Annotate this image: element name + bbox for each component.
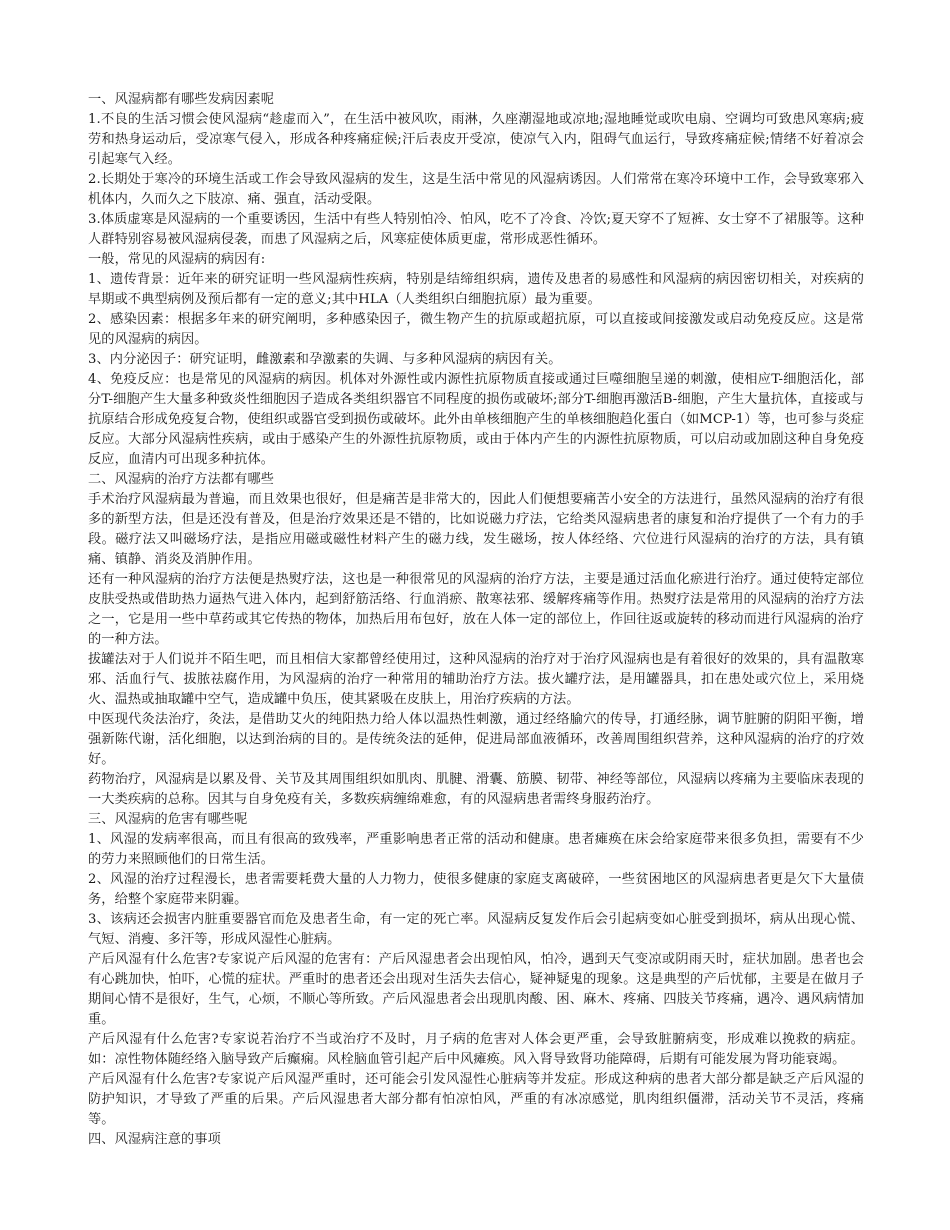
section-2-heading: 二、风湿病的治疗方法都有哪些 (88, 472, 275, 487)
section-3-paragraph: 产后风湿有什么危害?专家说产后风湿的危害有：产后风湿患者会出现怕风，怕冷，遇到天气变凉或阴雨天时，症状加剧。患者也会有心跳加快，怕吓，心慌的症状。严重时的患者还会出现对生活失去信心，疑神疑鬼的现象。这是典型的产后忧郁，主要是在做月子期间心情不是很好，生气，心烦，不顺心等所致。产后风湿患者会出现肌肉酸、困、麻木、疼痛、四肢关节疼痛，遇冷、遇风病情加重。 (88, 952, 864, 1027)
section-1-paragraph: 3、内分泌因子：研究证明，雌激素和孕激素的失调、与多种风湿病的病因有关。 (88, 352, 562, 367)
section-2-paragraph: 手术治疗风湿病最为普遍，而且效果也很好，但是痛苦是非常大的，因此人们便想要痛苦小安全的方法进行，虽然风湿病的治疗有很多的新型方法，但是还没有普及，但是治疗效果还是不错的，比如说磁力疗法，它给类风湿病患者的康复和治疗提供了一个有力的手段。磁疗法又叫磁场疗法，是指应用磁或磁性材料产生的磁力线，发生磁场，按人体经络、穴位进行风湿病的治疗的方法，具有镇痛、镇静、消炎及消肿作用。 (88, 492, 864, 567)
section-2-paragraph: 中医现代灸法治疗，灸法，是借助艾火的纯阳热力给人体以温热性刺激，通过经络腧穴的传导，打通经脉，调节脏腑的阴阳平衡，增强新陈代谢，活化细胞，以达到治病的目的。是传统灸法的延伸，促进局部血液循环，改善周围组织营养，这种风湿病的治疗的疗效好。 (88, 712, 864, 767)
section-3-paragraph: 1、风湿的发病率很高，而且有很高的致残率，严重影响患者正常的活动和健康。患者瘫痪在床会给家庭带来很多负担，需要有不少的劳力来照顾他们的日常生活。 (88, 832, 864, 867)
section-1-paragraph: 1.不良的生活习惯会使风湿病“趁虚而入”，在生活中被风吹，雨淋，久座潮湿地或凉地;湿地睡觉或吹电扇、空调均可致患风寒病;疲劳和热身运动后，受凉寒气侵入，形成各种疼痛症候;汗后表皮开受凉，使凉气入内，阻碍气血运行，导致疼痛症候;情绪不好着凉会引起寒气入经。 (88, 112, 864, 167)
section-2-paragraph: 还有一种风湿病的治疗方法便是热熨疗法，这也是一种很常见的风湿病的治疗方法，主要是通过活血化瘀进行治疗。通过使特定部位皮肤受热或借助热力逼热气进入体内，起到舒筋活络、行血消瘀、散寒祛邪、缓解疼痛等作用。热熨疗法是常用的风湿病的治疗方法之一，它是用一些中草药或其它传热的物体，加热后用布包好，放在人体一定的部位上，作回往返或旋转的移动而进行风湿病的治疗的一种方法。 (88, 572, 864, 647)
section-1-paragraph: 1、遗传背景：近年来的研究证明一些风湿病性疾病，特别是结缔组织病，遗传及患者的易感性和风湿病的病因密切相关，对疾病的早期或不典型病例及预后都有一定的意义;其中HLA（人类组织白细胞抗原）最为重要。 (88, 272, 864, 307)
section-1-paragraph: 2.长期处于寒冷的环境生活或工作会导致风湿病的发生，这是生活中常见的风湿病诱因。人们常常在寒冷环境中工作，会导致寒邪入机体内，久而久之下肢凉、痛、强直，活动受限。 (88, 172, 864, 207)
section-3-paragraph: 产后风湿有什么危害?专家说产后风湿严重时，还可能会引发风湿性心脏病等并发症。形成这种病的患者大部分都是缺乏产后风湿的防护知识，才导致了严重的后果。产后风湿患者大部分都有怕凉怕风，严重的有冰凉感觉，肌肉组织僵滞，活动关节不灵活，疼痛等。 (88, 1072, 864, 1127)
document-page (88, 90, 864, 1150)
section-3-paragraph: 3、该病还会损害内脏重要器官而危及患者生命，有一定的死亡率。风湿病反复发作后会引起病变如心脏受到损坏，病从出现心慌、气短、消瘦、多汗等，形成风湿性心脏病。 (88, 912, 864, 947)
section-1-paragraph: 2、感染因素：根据多年来的研究阐明，多种感染因子，微生物产生的抗原或超抗原，可以直接或间接激发或启动免疫反应。这是常见的风湿病的病因。 (88, 312, 864, 347)
section-1-paragraph: 4、免疫反应：也是常见的风湿病的病因。机体对外源性或内源性抗原物质直接或通过巨噬细胞呈递的刺激，使相应T-细胞活化，部分T-细胞产生大量多种致炎性细胞因子造成各类组织器官不同程度的损伤或破坏;部分T-细胞再激活B-细胞，产生大量抗体，直接或与抗原结合形成免疫复合物，使组织或器官受到损伤或破坏。此外由单核细胞产生的单核细胞趋化蛋白（如MCP-1）等，也可参与炎症反应。大部分风湿病性疾病，或由于感染产生的外源性抗原物质，或由于体内产生的内源性抗原物质，可以启动或加剧这种自身免疫反应，血清内可出现多种抗体。 (88, 372, 864, 467)
section-4-heading: 四、风湿病注意的事项 (88, 1132, 221, 1147)
section-1-heading: 一、风湿病都有哪些发病因素呢 (88, 92, 275, 107)
section-2-paragraph: 拔罐法对于人们说并不陌生吧，而且相信大家都曾经使用过，这种风湿病的治疗对于治疗风湿病也是有着很好的效果的，具有温散寒邪、活血行气、拔脓祛腐作用，为风湿病的治疗一种常用的辅助治疗方法。拔火罐疗法，是用罐器具，扣在患处或穴位上，采用烧火、温热或抽取罐中空气，造成罐中负压，使其紧吸在皮肤上，用治疗疾病的方法。 (88, 652, 864, 707)
section-1-paragraph: 3.体质虚寒是风湿病的一个重要诱因，生活中有些人特别怕冷、怕风，吃不了冷食、冷饮;夏天穿不了短裤、女士穿不了裙服等。这种人群特别容易被风湿病侵袭，而患了风湿病之后，风寒症使体质更虚，常形成恶性循环。 (88, 212, 864, 247)
section-3-paragraph: 产后风湿有什么危害?专家说若治疗不当或治疗不及时，月子病的危害对人体会更严重，会导致脏腑病变，形成难以挽救的病症。如：凉性物体随经络入脑导致产后癫痫。风栓脑血管引起产后中风瘫痪。风入肾导致肾功能障碍，后期有可能发展为肾功能衰竭。 (88, 1032, 864, 1067)
section-3-paragraph: 2、风湿的治疗过程漫长，患者需要耗费大量的人力物力，使很多健康的家庭支离破碎，一些贫困地区的风湿病患者更是欠下大量债务，给整个家庭带来阴霾。 (88, 872, 864, 907)
section-3-heading: 三、风湿病的危害有哪些呢 (88, 812, 248, 827)
section-2-paragraph: 药物治疗，风湿病是以累及骨、关节及其周围组织如肌肉、肌腱、滑囊、筋膜、韧带、神经等部位，风湿病以疼痛为主要临床表现的一大类疾病的总称。因其与自身免疫有关，多数疾病缠绵难愈，有的风湿病患者需终身服药治疗。 (88, 772, 864, 807)
section-1-paragraph: 一般，常见的风湿病的病因有: (88, 252, 266, 267)
